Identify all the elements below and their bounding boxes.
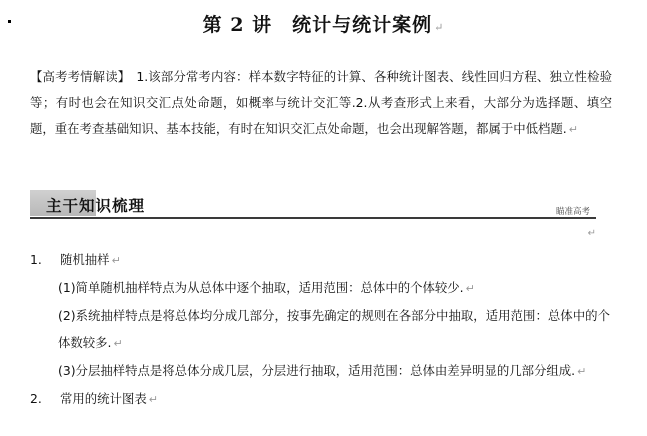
paragraph-mark-icon: ↵ [434, 21, 445, 34]
item-label: 常用的统计图表 ↵ [60, 391, 158, 406]
sub-item: (3)分层抽样特点是将总体分成几层，分层进行抽取，适用范围：总体由差异明显的几部分组成. ↵ [58, 363, 587, 378]
exam-analysis-text: 1.该部分常考内容：样本数字特征的计算、各种统计图表、线性回归方程、独立性检验等；有时也会在知识交汇点处命题，如概率与统计交汇等.2.从考查形式上来看，大部分为选择题、填空题，重在考查基础知识、基本技能，有时在知识交汇点处命题，也会出现解答题，都属于中低档题. [30, 69, 613, 136]
page-title [0, 10, 647, 37]
section-header [30, 190, 596, 239]
paragraph-mark-icon: ↵ [587, 228, 596, 239]
list-item [30, 246, 610, 385]
exam-analysis-paragraph [30, 64, 612, 143]
section-tag: 瞄准高考 [555, 207, 590, 217]
title-text: 第 2 讲 统计与统计案例 [202, 14, 433, 36]
item-label: 随机抽样 ↵ [60, 252, 121, 267]
exam-analysis-tag: 【高考考情解读】 [30, 69, 131, 84]
item-number: 1. [30, 252, 42, 267]
sub-item: (1)简单随机抽样特点为从总体中逐个抽取，适用范围：总体中的个体较少. ↵ [58, 280, 475, 295]
content-list [30, 246, 610, 413]
item-number: 2. [30, 391, 42, 406]
section-divider [30, 217, 596, 219]
paragraph-mark-icon: ↵ [568, 123, 578, 136]
list-item [30, 385, 610, 413]
sub-item: (2)系统抽样特点是将总体均分成几部分，按事先确定的规则在各部分中抽取，适用范围：总体中的个体数较多. ↵ [58, 308, 610, 350]
section-title: 主干知识梳理 [46, 197, 146, 215]
